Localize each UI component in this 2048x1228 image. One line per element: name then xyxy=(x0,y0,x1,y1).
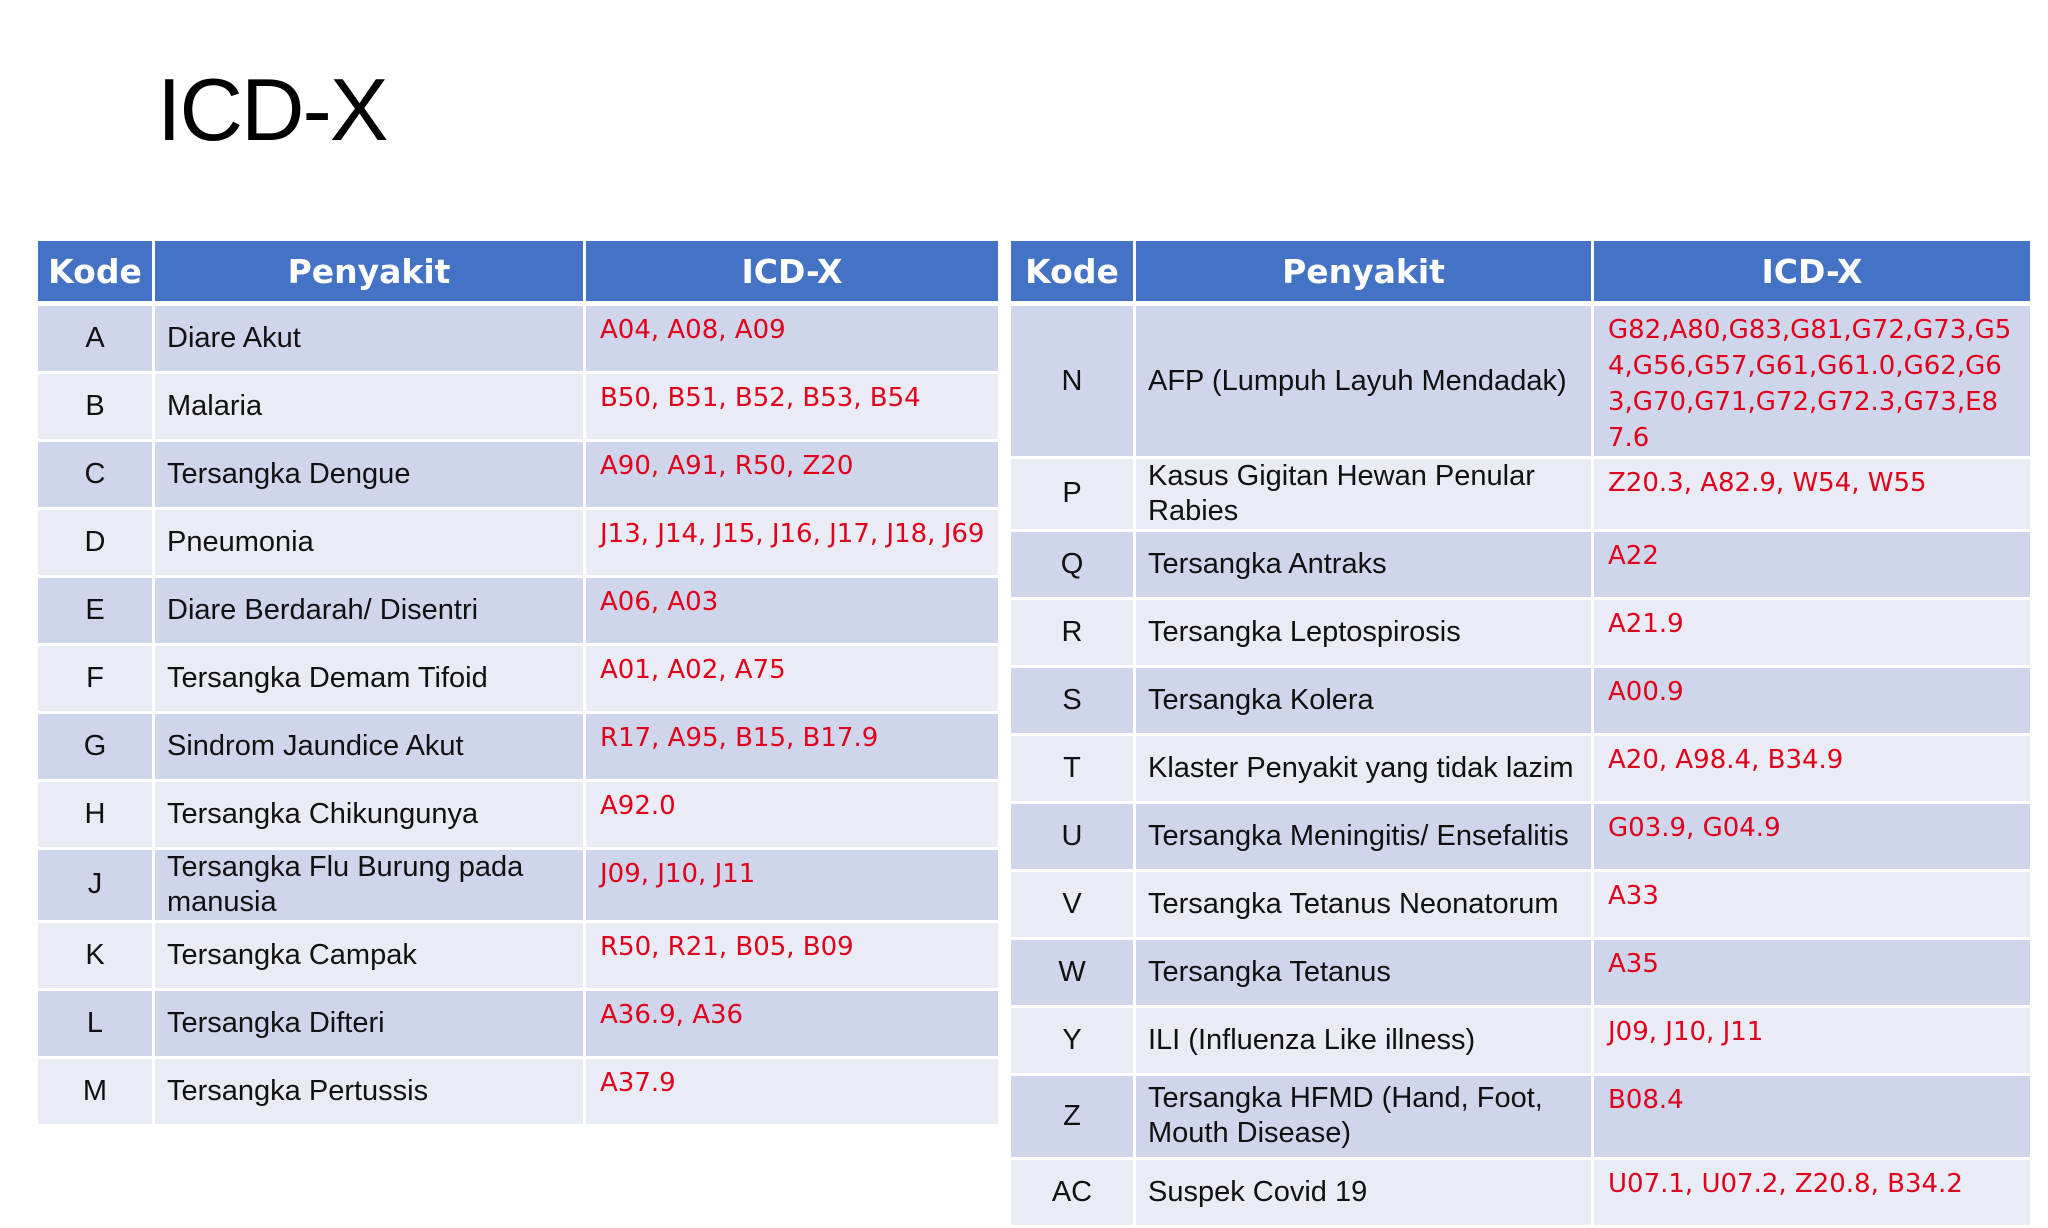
penyakit-cell: Tersangka HFMD (Hand, Foot, Mouth Disease) xyxy=(1136,1076,1594,1160)
table-row xyxy=(38,442,998,510)
icd-code-cell: A04, A08, A09 xyxy=(586,306,998,374)
icd-code-cell: A33 xyxy=(1594,872,2030,940)
table-row xyxy=(1011,459,2030,532)
kode-cell: V xyxy=(1011,872,1136,940)
header-kode: Kode xyxy=(1011,241,1136,306)
kode-cell: K xyxy=(38,923,155,991)
table-row xyxy=(1011,532,2030,600)
header-icd: ICD-X xyxy=(1594,241,2030,306)
kode-cell: Q xyxy=(1011,532,1136,600)
icd-code-cell: A37.9 xyxy=(586,1059,998,1127)
kode-cell: Y xyxy=(1011,1008,1136,1076)
kode-cell: L xyxy=(38,991,155,1059)
penyakit-cell: AFP (Lumpuh Layuh Mendadak) xyxy=(1136,306,1594,459)
kode-cell: P xyxy=(1011,459,1136,532)
penyakit-cell: Pneumonia xyxy=(155,510,586,578)
penyakit-cell: Tersangka Difteri xyxy=(155,991,586,1059)
kode-cell: E xyxy=(38,578,155,646)
table-row xyxy=(1011,804,2030,872)
kode-cell: M xyxy=(38,1059,155,1127)
icd-table-left xyxy=(38,241,998,1127)
penyakit-cell: Tersangka Demam Tifoid xyxy=(155,646,586,714)
kode-cell: H xyxy=(38,782,155,850)
kode-cell: AC xyxy=(1011,1160,1136,1228)
table-row xyxy=(38,306,998,374)
header-penyakit: Penyakit xyxy=(155,241,586,306)
icd-code-cell: A22 xyxy=(1594,532,2030,600)
kode-cell: N xyxy=(1011,306,1136,459)
table-row xyxy=(38,374,998,442)
icd-code-cell: G03.9, G04.9 xyxy=(1594,804,2030,872)
table-row xyxy=(38,578,998,646)
icd-code-cell: B08.4 xyxy=(1594,1076,2030,1160)
icd-code-cell: A21.9 xyxy=(1594,600,2030,668)
kode-cell: Z xyxy=(1011,1076,1136,1160)
penyakit-cell: Tersangka Leptospirosis xyxy=(1136,600,1594,668)
table-header-row xyxy=(1011,241,2030,306)
table-row xyxy=(38,782,998,850)
icd-table-right xyxy=(1011,241,2030,1228)
header-penyakit: Penyakit xyxy=(1136,241,1594,306)
table-row xyxy=(38,850,998,923)
penyakit-cell: Klaster Penyakit yang tidak lazim xyxy=(1136,736,1594,804)
icd-code-cell: Z20.3, A82.9, W54, W55 xyxy=(1594,459,2030,532)
penyakit-cell: Tersangka Tetanus xyxy=(1136,940,1594,1008)
table-row xyxy=(1011,668,2030,736)
icd-code-cell: B50, B51, B52, B53, B54 xyxy=(586,374,998,442)
icd-code-cell: A06, A03 xyxy=(586,578,998,646)
kode-cell: A xyxy=(38,306,155,374)
kode-cell: D xyxy=(38,510,155,578)
penyakit-cell: ILI (Influenza Like illness) xyxy=(1136,1008,1594,1076)
icd-code-cell: G82,A80,G83,G81,G72,G73,G54,G56,G57,G61,G61.0,G62,G63,G70,G71,G72,G72.3,G73,E87.6 xyxy=(1594,306,2030,459)
table-header-row xyxy=(38,241,998,306)
icd-code-cell: R17, A95, B15, B17.9 xyxy=(586,714,998,782)
penyakit-cell: Tersangka Tetanus Neonatorum xyxy=(1136,872,1594,940)
icd-code-cell: R50, R21, B05, B09 xyxy=(586,923,998,991)
penyakit-cell: Tersangka Flu Burung pada manusia xyxy=(155,850,586,923)
penyakit-cell: Tersangka Pertussis xyxy=(155,1059,586,1127)
kode-cell: R xyxy=(1011,600,1136,668)
penyakit-cell: Suspek Covid 19 xyxy=(1136,1160,1594,1228)
icd-code-cell: A35 xyxy=(1594,940,2030,1008)
kode-cell: U xyxy=(1011,804,1136,872)
kode-cell: F xyxy=(38,646,155,714)
penyakit-cell: Tersangka Dengue xyxy=(155,442,586,510)
kode-cell: B xyxy=(38,374,155,442)
table-row xyxy=(38,646,998,714)
page-title: ICD-X xyxy=(157,60,387,159)
penyakit-cell: Tersangka Kolera xyxy=(1136,668,1594,736)
kode-cell: S xyxy=(1011,668,1136,736)
penyakit-cell: Diare Berdarah/ Disentri xyxy=(155,578,586,646)
table-row xyxy=(38,991,998,1059)
penyakit-cell: Kasus Gigitan Hewan Penular Rabies xyxy=(1136,459,1594,532)
table-row xyxy=(1011,872,2030,940)
header-kode: Kode xyxy=(38,241,155,306)
penyakit-cell: Tersangka Chikungunya xyxy=(155,782,586,850)
icd-code-cell: A00.9 xyxy=(1594,668,2030,736)
kode-cell: T xyxy=(1011,736,1136,804)
penyakit-cell: Tersangka Campak xyxy=(155,923,586,991)
table-row xyxy=(38,1059,998,1127)
icd-code-cell: J13, J14, J15, J16, J17, J18, J69 xyxy=(586,510,998,578)
table-row xyxy=(1011,1076,2030,1160)
table-row xyxy=(1011,736,2030,804)
table-row xyxy=(1011,600,2030,668)
kode-cell: J xyxy=(38,850,155,923)
penyakit-cell: Tersangka Antraks xyxy=(1136,532,1594,600)
table-row xyxy=(38,923,998,991)
penyakit-cell: Malaria xyxy=(155,374,586,442)
table-row xyxy=(1011,940,2030,1008)
icd-code-cell: A36.9, A36 xyxy=(586,991,998,1059)
header-icd: ICD-X xyxy=(586,241,998,306)
table-row xyxy=(1011,1160,2030,1228)
icd-code-cell: A92.0 xyxy=(586,782,998,850)
icd-code-cell: J09, J10, J11 xyxy=(1594,1008,2030,1076)
kode-cell: C xyxy=(38,442,155,510)
table-row xyxy=(1011,306,2030,459)
icd-code-cell: A20, A98.4, B34.9 xyxy=(1594,736,2030,804)
icd-code-cell: J09, J10, J11 xyxy=(586,850,998,923)
icd-code-cell: A01, A02, A75 xyxy=(586,646,998,714)
table-row xyxy=(1011,1008,2030,1076)
table-row xyxy=(38,510,998,578)
table-row xyxy=(38,714,998,782)
icd-code-cell: A90, A91, R50, Z20 xyxy=(586,442,998,510)
penyakit-cell: Tersangka Meningitis/ Ensefalitis xyxy=(1136,804,1594,872)
icd-code-cell: U07.1, U07.2, Z20.8, B34.2 xyxy=(1594,1160,2030,1228)
kode-cell: G xyxy=(38,714,155,782)
penyakit-cell: Diare Akut xyxy=(155,306,586,374)
penyakit-cell: Sindrom Jaundice Akut xyxy=(155,714,586,782)
kode-cell: W xyxy=(1011,940,1136,1008)
